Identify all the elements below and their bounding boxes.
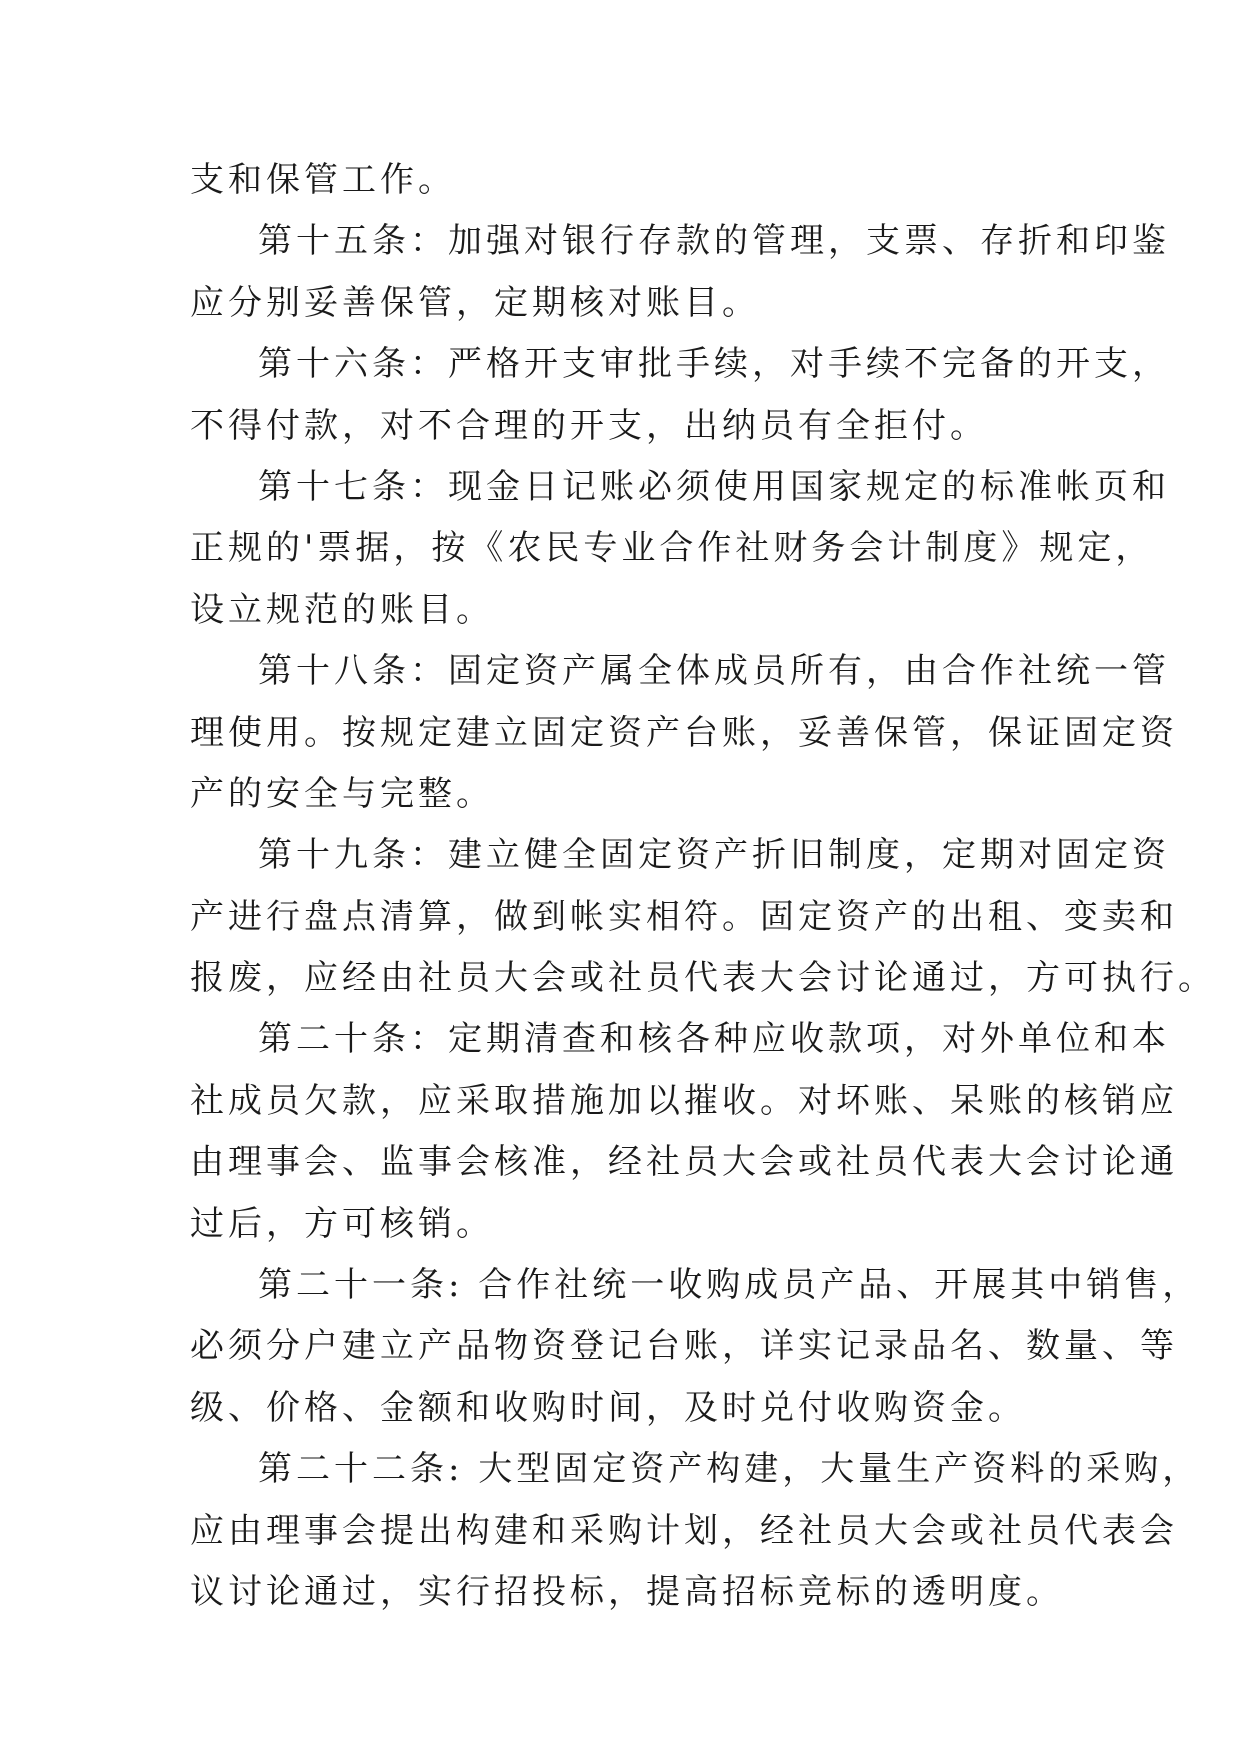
text-line: 理使用。按规定建立固定资产台账，妥善保管，保证固定资 (190, 712, 1178, 753)
text-line: 由理事会、监事会核准，经社员大会或社员代表大会讨论通 (190, 1142, 1178, 1183)
text-line: 设立规范的账目。 (190, 589, 494, 630)
text-line: 过后，方可核销。 (190, 1203, 494, 1244)
text-line: 正规的'票据，按《农民专业合作社财务会计制度》规定， (190, 528, 1154, 569)
text-line: 议讨论通过，实行招投标，提高招标竞标的透明度。 (190, 1571, 1064, 1612)
text-line: 第十八条：固定资产属全体成员所有，由合作社统一管 (258, 651, 1170, 692)
text-line: 第十六条：严格开支审批手续，对手续不完备的开支， (258, 344, 1170, 385)
text-line: 应由理事会提出构建和采购计划，经社员大会或社员代表会 (190, 1510, 1178, 1551)
text-line: 报废，应经由社员大会或社员代表大会讨论通过，方可执行。 (190, 958, 1216, 999)
text-line: 第二十条：定期清查和核各种应收款项，对外单位和本 (258, 1019, 1170, 1060)
text-line: 产进行盘点清算，做到帐实相符。固定资产的出租、变卖和 (190, 896, 1178, 937)
text-line: 第二十一条: 合作社统一收购成员产品、开展其中销售， (258, 1265, 1201, 1306)
text-line: 级、价格、金额和收购时间，及时兑付收购资金。 (190, 1387, 1026, 1428)
text-line: 第二十二条: 大型固定资产构建，大量生产资料的采购， (258, 1449, 1201, 1490)
text-line: 第十九条：建立健全固定资产折旧制度，定期对固定资 (258, 835, 1170, 876)
text-line: 不得付款，对不合理的开支，出纳员有全拒付。 (190, 405, 988, 446)
text-line: 第十七条：现金日记账必须使用国家规定的标准帐页和 (258, 466, 1170, 507)
text-line: 必须分户建立产品物资登记台账，详实记录品名、数量、等 (190, 1326, 1178, 1367)
document-body (190, 150, 1216, 1623)
text-line: 第十五条：加强对银行存款的管理，支票、存折和印鉴 (258, 221, 1170, 262)
text-line: 支和保管工作。 (190, 160, 456, 200)
text-line: 应分别妥善保管，定期核对账目。 (190, 282, 760, 323)
text-line: 社成员欠款，应采取措施加以摧收。对坏账、呆账的核销应 (190, 1080, 1178, 1121)
text-line: 产的安全与完整。 (190, 773, 494, 814)
